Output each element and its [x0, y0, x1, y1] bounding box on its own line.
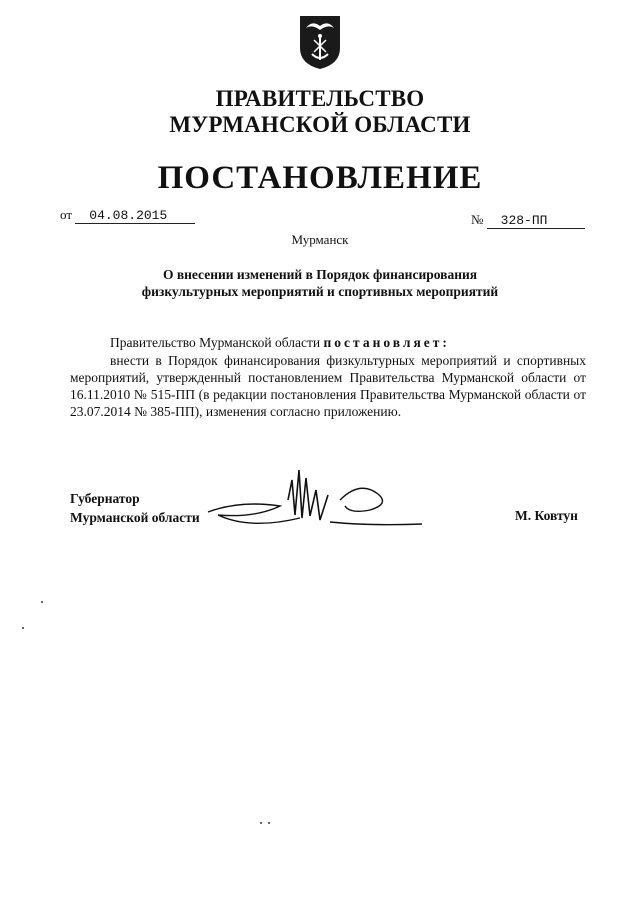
subject-line1: О внесении изменений в Порядок финансирования — [162, 267, 478, 282]
government-title-line2: МУРМАНСКОЙ ОБЛАСТИ — [169, 112, 471, 137]
document-date — [60, 207, 195, 224]
coat-of-arms-icon — [298, 14, 342, 70]
body-paragraph: внести в Порядок финансирования физкультурных мероприятий и спортивных мероприятий, утвержденный постановлением Правительства Мурманской области от 16.11.2010 № 515-ПП (в редакции постановления Правительства Мурманской области от 23.07.2014 № 385-ПП), изменения согласно приложению. — [70, 353, 586, 419]
document-subject — [60, 266, 580, 300]
number-value: 328-ПП — [487, 213, 585, 229]
decree-verb: постановляет: — [323, 335, 450, 350]
scan-speck — [268, 822, 270, 824]
intro-text: Правительство Мурманской области — [110, 335, 321, 350]
body-intro — [110, 335, 450, 351]
government-title-line1: ПРАВИТЕЛЬСТВО — [215, 86, 425, 111]
role-line2: Мурманской области — [70, 510, 200, 525]
scan-speck — [260, 822, 262, 824]
handwritten-signature — [200, 460, 430, 540]
date-value: 04.08.2015 — [75, 208, 195, 224]
signatory-role — [70, 489, 200, 527]
number-prefix: № — [471, 212, 484, 227]
role-line1: Губернатор — [70, 491, 140, 506]
city-name: Мурманск — [291, 232, 349, 247]
scan-speck — [41, 601, 43, 603]
scan-speck — [22, 627, 24, 629]
date-prefix: от — [60, 207, 73, 222]
document-number — [471, 212, 585, 229]
document-type-title: ПОСТАНОВЛЕНИЕ — [157, 160, 483, 196]
signatory-name: М. Ковтун — [515, 508, 578, 523]
subject-line2: физкультурных мероприятий и спортивных мероприятий — [141, 284, 499, 299]
